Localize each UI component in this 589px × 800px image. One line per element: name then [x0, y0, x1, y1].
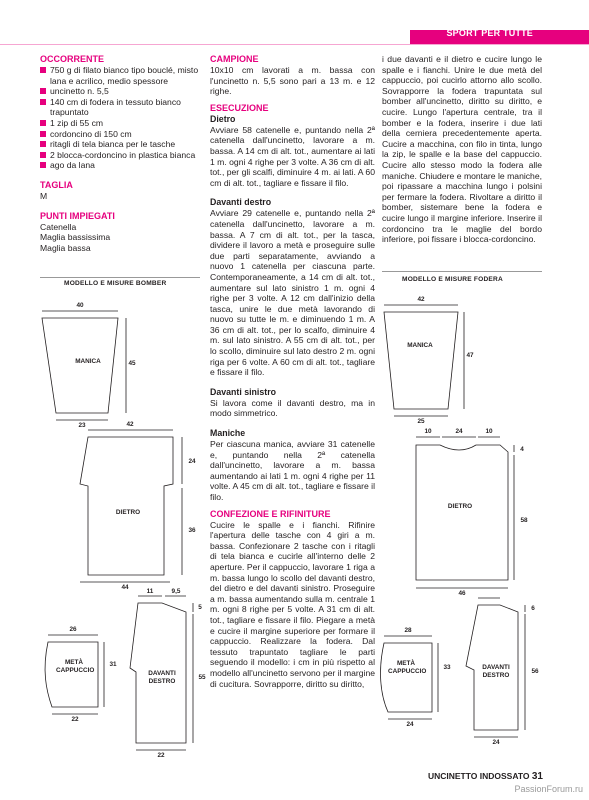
- fodera-dietro-shape: [416, 445, 508, 580]
- material-item: 140 cm di fodera in tessuto bianco trapuntato: [40, 97, 200, 118]
- dim-label: 40: [76, 302, 84, 309]
- material-item: uncinetto n. 5,5: [40, 86, 200, 97]
- esecuzione-heading: ESECUZIONE: [210, 102, 269, 113]
- dim-label: 25: [417, 418, 425, 425]
- dim-label: 22: [157, 752, 165, 759]
- material-item: cordoncino di 150 cm: [40, 129, 200, 140]
- magazine-name: UNCINETTO INDOSSATO: [427, 771, 530, 781]
- taglia-heading: TAGLIA: [40, 179, 73, 190]
- confezione-heading: CONFEZIONE E RIFINITURE: [210, 508, 331, 519]
- material-item: 750 g di filato bianco tipo bouclé, misto lana e acrilico, medio spessore: [40, 65, 200, 86]
- maniche-text: Per ciascuna manica, avviare 31 catenelle e, puntando nella 2ª catenella dall'uncinetto, lavorare a m. bassa aumentando ai lati 1 m. ogni 4 righe per 11 volte. A 45 cm di alt. tot., tagliare e fissare il filo.: [210, 439, 375, 502]
- davanti-destro-text: Avviare 29 catenelle e, puntando nella 2ª catenella dall'uncinetto, lavorare a m. bassa. A 7 cm di alt. tot., per la tasca, dividere il lavoro a metà e proseguire sulle due parti separatamente, avviando a nuovo 1 catenella per ciascuna parte. Contemporaneamente, a 14 cm di alt. tot., aumentare sul lato sinistro 1 m. ogni 4 righe per 3 volte. A 12 cm dall'inizio della tasca, unire le due metà lavorando di nuovo su tutte le m. e diminuendo 1 m. A 36 cm di alt. tot., per lo scalfo, diminuire 4 m. sul lato sinistro. A 55 cm di alt. tot., per lo scollo, diminuire sul lato destro 2 m. ogni riga per 6 volte. A 60 cm di alt. tot., tagliare e fissare il filo.: [210, 208, 375, 378]
- dim-label: 11: [146, 588, 154, 595]
- punto-item: Maglia bassissima: [40, 232, 111, 243]
- dim-label: 4: [520, 446, 524, 453]
- dim-label: 9,5: [171, 588, 181, 595]
- dim-label: 31: [109, 661, 117, 668]
- fodera-cappuccio-label: METÀ CAPPUCCIO: [388, 660, 427, 675]
- bomber-dietro-shape: [80, 437, 173, 575]
- material-item: ago da lana: [40, 160, 200, 171]
- material-item: 1 zip di 55 cm: [40, 118, 200, 129]
- dietro-text: Avviare 58 catenelle e, puntando nella 2ª catenella dall'uncinetto, lavorare a m. bassa. A 14 cm di alt. tot., aumentare ai lati 1 m. ogni 4 righe per 3 volte. A 36 cm di alt. tot., per gli scalfi, diminuire 4 m. ai lati. A 60 cm di alt. tot., tagliare e fissare il filo.: [210, 124, 375, 188]
- punto-item: Catenella: [40, 221, 77, 232]
- fodera-cappuccio-shape: [381, 643, 432, 712]
- punto-item: Maglia bassa: [40, 242, 91, 253]
- bomber-dietro-label: DIETRO: [115, 509, 141, 516]
- dim-label: 58: [520, 517, 528, 524]
- taglia-value: M: [40, 190, 48, 201]
- davanti-sinistro-heading: Davanti sinistro: [210, 386, 276, 397]
- dim-label: 33: [443, 664, 451, 671]
- davanti-destro-heading: Davanti destro: [210, 197, 272, 208]
- material-item: 2 blocca-cordoncino in plastica bianca: [40, 150, 200, 161]
- bomber-manica-shape: [42, 318, 118, 413]
- campione-heading: CAMPIONE: [210, 54, 259, 64]
- confezione-continued-text: i due davanti e il dietro e cucire lungo le spalle e i fianchi. Unire le due metà del cappuccio, poi cucirlo attorno allo scollo. Sovrapporre la fodera trapuntata sul bomber all'uncinetto, diritto su diritto, e cucire. Lungo l'apertura centrale, tra il bomber e la fodera, inserire i due lati della cerniera precedentemente aperta. Cucire a macchina, con filo in tinta, lungo la zip, le spalle e la base del cappuccio. Cucire allo stesso modo la fodera alle maniche. Chiudere e montare le maniche, poi ripassare a macchina lungo i polsini per fermare la fodera. Rivoltare a diritto il bomber, sistemare bene la fodera e cucire lungo il margine inferiore. Inserire il cordoncino tra le maglie del bordo inferiore, poi fissare i blocca-cordoncino.: [382, 54, 542, 245]
- fodera-dietro-label: DIETRO: [447, 503, 473, 510]
- dim-label: 42: [417, 296, 425, 303]
- dim-label: 5: [198, 604, 202, 611]
- dim-label: 22: [71, 716, 79, 723]
- maniche-heading: Maniche: [210, 428, 246, 439]
- fodera-davanti-label: DAVANTI DESTRO: [482, 664, 510, 679]
- page-footer: [428, 771, 543, 782]
- material-item: ritagli di tela bianca per le tasche: [40, 139, 200, 150]
- dim-label: 10: [424, 428, 432, 435]
- dim-label: 24: [188, 458, 196, 465]
- dim-label: 45: [128, 360, 136, 367]
- dietro-heading: Dietro: [210, 113, 236, 124]
- dim-label: 46: [458, 590, 466, 597]
- fodera-caption: MODELLO E MISURE FODERA: [402, 276, 503, 283]
- bomber-cappuccio-shape: [45, 642, 98, 707]
- dim-label: 10: [485, 428, 493, 435]
- dim-label: 44: [121, 584, 129, 591]
- campione-text: 10x10 cm lavorati a m. bassa con l'uncinetto n. 5,5 sono pari a 13 m. e 12 righe.: [210, 65, 375, 97]
- bomber-cappuccio-label: METÀ CAPPUCCIO: [56, 659, 95, 674]
- punti-heading: PUNTI IMPIEGATI: [40, 210, 115, 221]
- section-title: SPORT PER TUTTE: [446, 28, 533, 38]
- bomber-davanti-label: DAVANTI DESTRO: [148, 670, 176, 685]
- confezione-text: Cucire le spalle e i fianchi. Rifinire l'apertura delle tasche con 4 giri a m. bassa. Confezionare 2 tasche con i ritagli di tela bianca e cucirle all'interno delle 2 aperture. Per il cappuccio, lavorare 1 riga a m. bassa lungo lo scollo del davanti destro, del dietro e del davanti sinistro. Proseguire a m. bassa aumentando sulla m. centrale 1 m. ogni 8 righe per 5 volte. A 31 cm di alt. tot., tagliare e fissare il filo. Piegare a metà e cucire il margine superiore per formare il cappuccio. Realizzare la fodera. Dal tessuto trapuntato tagliare le parti seguendo il modello: i cm in più rispetto al modello all'uncinetto servono per il margine di cucitura. Sovrapporre, diritto su diritto,: [210, 519, 376, 689]
- dim-label: 24: [406, 721, 414, 728]
- dim-label: 28: [404, 627, 412, 634]
- dim-label: 36: [188, 527, 196, 534]
- dim-label: 42: [126, 421, 134, 428]
- watermark: PassionForum.ru: [514, 784, 583, 794]
- dim-label: 23: [78, 422, 86, 429]
- dim-label: 24: [492, 739, 500, 746]
- davanti-sinistro-text: Si lavora come il davanti destro, ma in modo simmetrico.: [210, 397, 375, 419]
- dim-label: 24: [455, 428, 463, 435]
- bomber-manica-label: MANICA: [75, 358, 101, 365]
- bomber-caption: MODELLO E MISURE BOMBER: [64, 280, 167, 287]
- dim-label: 47: [466, 352, 474, 359]
- dim-label: 55: [198, 674, 206, 681]
- occorrente-heading: OCCORRENTE: [40, 54, 105, 64]
- page-number: 31: [531, 771, 543, 782]
- dim-label: 6: [531, 605, 535, 612]
- dim-label: 56: [531, 668, 539, 675]
- dim-label: 26: [69, 626, 77, 633]
- fodera-manica-shape: [384, 312, 458, 409]
- fodera-manica-label: MANICA: [407, 342, 433, 349]
